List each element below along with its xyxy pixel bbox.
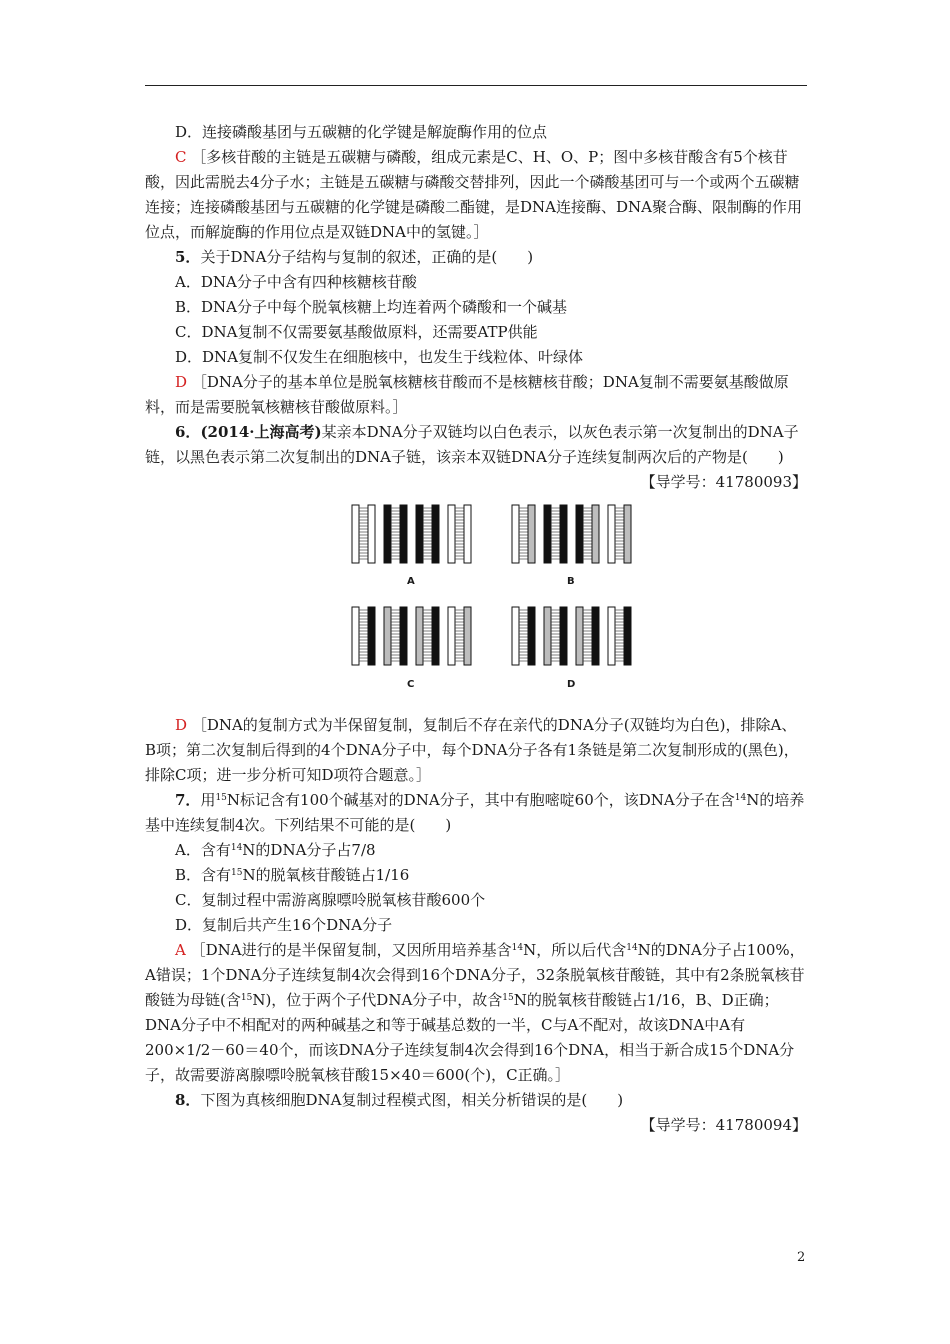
dna-strand bbox=[624, 505, 631, 563]
q5-stem bbox=[145, 245, 807, 270]
dna-strand bbox=[400, 607, 407, 665]
q6-guide-number: 【导学号：41780093】 bbox=[640, 473, 807, 491]
dna-strand bbox=[576, 505, 583, 563]
header-rule bbox=[145, 85, 807, 86]
q5-answer bbox=[145, 370, 807, 420]
q5-option-b: B．DNA分子中每个脱氧核糖上均连着两个磷酸和一个碱基 bbox=[175, 298, 568, 316]
dna-strand bbox=[416, 607, 423, 665]
page-number: 2 bbox=[797, 1250, 806, 1265]
q7-option-d: D．复制后共产生16个DNA分子 bbox=[175, 916, 393, 934]
base-pair-rungs bbox=[551, 508, 560, 559]
q5-option-a: A．DNA分子中含有四种核糖核苷酸 bbox=[175, 273, 417, 291]
dna-strand bbox=[512, 607, 519, 665]
dna-strand bbox=[560, 607, 567, 665]
dna-strand bbox=[544, 607, 551, 665]
q7-answer-part: ［DNA进行的是半保留复制，又因所用培养基含 bbox=[190, 941, 512, 959]
q5-answer-text: ［DNA分子的基本单位是脱氧核糖核苷酸而不是核糖核苷酸；DNA复制不需要氨基酸做原料，而是需要脱氧核糖核苷酸做原料。］ bbox=[145, 373, 789, 416]
dna-strand bbox=[464, 607, 471, 665]
q4-option-d: D．连接磷酸基团与五碳糖的化学键是解旋酶作用的位点 bbox=[175, 123, 548, 141]
dna-strand bbox=[384, 505, 391, 563]
isotope-14: 14 bbox=[626, 943, 638, 953]
q6-answer bbox=[145, 713, 807, 788]
q7-answer-part: N的脱氧核苷酸链占1/16，B、D正确；DNA分子中不相配对的两种碱基之和等于碱基总数的一半，C与A不配对，故该DNA中A有200×1/2－60＝40个，而该DNA分子连续复制4次会得到16个DNA，相当于新合成15个DNA分子，故需要游离腺嘌呤脱氧核苷酸15×40＝600(个)，C正确。］ bbox=[145, 991, 795, 1084]
dna-strand bbox=[464, 505, 471, 563]
document-body bbox=[145, 120, 807, 1138]
dna-strand bbox=[592, 607, 599, 665]
dna-strand bbox=[352, 607, 359, 665]
dna-strand bbox=[400, 505, 407, 563]
q7-stem bbox=[145, 788, 807, 838]
q7-answer-letter: A bbox=[175, 941, 186, 959]
isotope-14: 14 bbox=[734, 793, 747, 803]
isotope-15: 15 bbox=[502, 993, 514, 1003]
base-pair-rungs bbox=[615, 508, 624, 559]
q7-answer-part: N，所以后代含 bbox=[523, 941, 627, 959]
q4-answer bbox=[145, 145, 807, 245]
q5-option-c: C．DNA复制不仅需要氨基酸做原料，还需要ATP供能 bbox=[175, 323, 538, 341]
base-pair-rungs bbox=[391, 610, 400, 661]
base-pair-rungs bbox=[455, 610, 464, 661]
base-pair-rungs bbox=[615, 610, 624, 661]
isotope-15: 15 bbox=[231, 868, 243, 878]
dna-strand bbox=[432, 505, 439, 563]
isotope-15: 15 bbox=[240, 993, 253, 1003]
q6-stem bbox=[145, 420, 807, 470]
q7-answer bbox=[145, 938, 807, 1088]
q7-option-b bbox=[145, 863, 807, 888]
q4-answer-letter: C bbox=[175, 148, 187, 166]
base-pair-rungs bbox=[359, 610, 368, 661]
isotope-14: 14 bbox=[511, 943, 524, 953]
fig-label-d: D bbox=[567, 679, 576, 690]
dna-strand bbox=[624, 607, 631, 665]
q7-answer-part: N的DNA分子占100%，A错误；1个DNA分子连续复制4次会得到16个DNA分子，32条脱氧核苷酸链，其中有2条脱氧核苷酸链为母链(含 bbox=[145, 941, 805, 1009]
dna-strand bbox=[608, 505, 615, 563]
q7-number: 7． bbox=[175, 791, 201, 809]
dna-strand bbox=[560, 505, 567, 563]
q7-stem-part: N标记含有100个碱基对的DNA分子，其中有胞嘧啶60个，该DNA分子在含 bbox=[226, 791, 735, 809]
dna-strand bbox=[544, 505, 551, 563]
dna-strand bbox=[608, 607, 615, 665]
q7-option-a-part: A．含有 bbox=[175, 841, 231, 859]
base-pair-rungs bbox=[423, 508, 432, 559]
q8-number: 8． bbox=[175, 1091, 201, 1109]
q7-option-b-part: N的脱氧核苷酸链占1/16 bbox=[242, 866, 410, 884]
dna-strand bbox=[592, 505, 599, 563]
dna-strand bbox=[448, 505, 455, 563]
dna-strand bbox=[352, 505, 359, 563]
base-pair-rungs bbox=[519, 508, 528, 559]
dna-strand bbox=[368, 505, 375, 563]
q5-stem-text: 关于DNA分子结构与复制的叙述，正确的是( ) bbox=[200, 248, 534, 266]
base-pair-rungs bbox=[519, 610, 528, 661]
q7-answer-part: N)，位于两个子代DNA分子中，故含 bbox=[252, 991, 503, 1009]
q6-answer-letter: D bbox=[175, 716, 188, 734]
base-pair-rungs bbox=[423, 610, 432, 661]
dna-strand bbox=[528, 607, 535, 665]
dna-strand bbox=[576, 607, 583, 665]
isotope-14: 14 bbox=[230, 843, 243, 853]
q6-answer-text: ［DNA的复制方式为半保留复制，复制后不存在亲代的DNA分子(双链均为白色)，排除A、B项；第二次复制后得到的4个DNA分子中，每个DNA分子各有1条链是第二次复制形成的(黑色)，排除C项；进一步分析可知D项符合题意。］ bbox=[145, 716, 799, 784]
q5-number: 5． bbox=[175, 248, 201, 266]
q7-option-a-part: N的DNA分子占7/8 bbox=[242, 841, 376, 859]
q7-stem-part: 用 bbox=[200, 791, 216, 809]
fig-label-c: C bbox=[407, 679, 415, 690]
q7-option-c: C．复制过程中需游离腺嘌呤脱氧核苷酸600个 bbox=[175, 891, 486, 909]
q4-answer-text: ［多核苷酸的主链是五碳糖与磷酸，组成元素是C、H、O、P；图中多核苷酸含有5个核苷酸，因此需脱去4分子水；主链是五碳糖与磷酸交替排列，因此一个磷酸基团可与一个或两个五碳糖连接；连接磷酸基团与五碳糖的化学键是磷酸二酯键，是DNA连接酶、DNA聚合酶、限制酶的作用位点，而解旋酶的作用位点是双链DNA中的氢键。］ bbox=[145, 148, 802, 241]
q8-stem bbox=[145, 1088, 807, 1113]
base-pair-rungs bbox=[583, 610, 592, 661]
dna-strand bbox=[368, 607, 375, 665]
q6-stem-text: 某亲本DNA分子双链均以白色表示，以灰色表示第一次复制出的DNA子链，以黑色表示第二次复制出的DNA子链，该亲本双链DNA分子连续复制两次后的产物是( ) bbox=[145, 423, 799, 466]
base-pair-rungs bbox=[391, 508, 400, 559]
q5-option-d: D．DNA复制不仅发生在细胞核中，也发生于线粒体、叶绿体 bbox=[175, 348, 584, 366]
q7-option-a bbox=[145, 838, 807, 863]
q8-guide-number: 【导学号：41780094】 bbox=[640, 1116, 807, 1134]
q6-number: 6． bbox=[175, 423, 201, 441]
dna-strand bbox=[528, 505, 535, 563]
dna-replication-figure bbox=[145, 497, 807, 709]
q7-stem-part: N的培养基中连续复制4次。下列结果不可能的是( ) bbox=[145, 791, 805, 834]
fig-label-a: A bbox=[407, 576, 415, 587]
base-pair-rungs bbox=[583, 508, 592, 559]
base-pair-rungs bbox=[359, 508, 368, 559]
q5-answer-letter: D bbox=[175, 373, 188, 391]
q6-source: (2014·上海高考) bbox=[200, 423, 322, 441]
isotope-15: 15 bbox=[215, 793, 227, 803]
base-pair-rungs bbox=[551, 610, 560, 661]
dna-strand bbox=[384, 607, 391, 665]
dna-strand-diagram bbox=[145, 497, 807, 709]
q8-stem-text: 下图为真核细胞DNA复制过程模式图，相关分析错误的是( ) bbox=[200, 1091, 624, 1109]
dna-strand bbox=[432, 607, 439, 665]
q7-option-b-part: B．含有 bbox=[175, 866, 232, 884]
dna-strand bbox=[416, 505, 423, 563]
base-pair-rungs bbox=[455, 508, 464, 559]
dna-strand bbox=[448, 607, 455, 665]
dna-strand bbox=[512, 505, 519, 563]
fig-label-b: B bbox=[567, 576, 575, 587]
